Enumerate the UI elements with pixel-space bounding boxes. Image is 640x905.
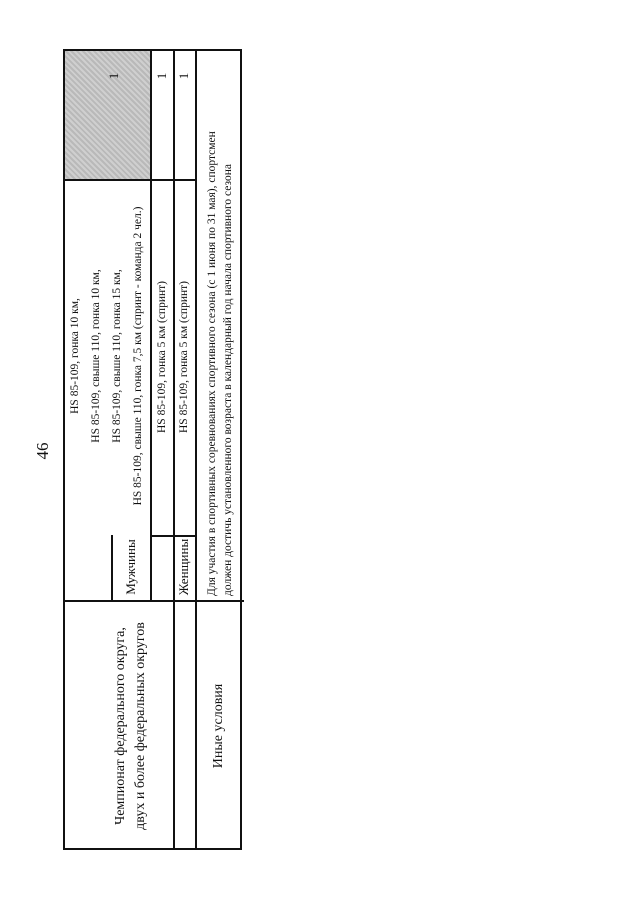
table-line (150, 535, 174, 537)
table-line (195, 600, 244, 602)
table-line (173, 51, 175, 848)
table-line (150, 51, 152, 601)
men-events: HS 85-109, гонка 10 км, HS 85-109, свыше 110, гонка 10 км, HS 85-109, свыше 110, гонка 15 км, HS 85-109, свыше 110, гонка 7,5 км (спринт - команда 2 чел.) (69, 206, 144, 506)
table-line (195, 51, 197, 848)
men-sprint: HS 85-109, гонка 5 км (спринт) (156, 281, 168, 433)
rules-table (63, 49, 242, 850)
men-label: Мужчины (123, 539, 138, 595)
women-label: Женщины (176, 538, 191, 596)
other-conditions-label: Иные условия (211, 683, 226, 769)
women-sprint: HS 85-109, гонка 5 км (спринт) (178, 281, 190, 433)
men-events-value: 1 (106, 72, 121, 80)
table-line (111, 535, 113, 601)
other-conditions-text: Для участия в спортивных соревнованиях спортивного сезона (с 1 июня по 31 мая), спортсмен должен достичь установленного возраста в календарный год начала спортивного сезона (206, 131, 234, 596)
shaded-cell (65, 51, 150, 179)
men-sprint-value: 1 (154, 72, 169, 80)
women-sprint-value: 1 (176, 72, 191, 80)
championship-label: Чемпионат федерального округа, двух и более федеральных округов (113, 622, 148, 830)
page-number: 46 (33, 442, 52, 460)
table-line (173, 535, 196, 537)
